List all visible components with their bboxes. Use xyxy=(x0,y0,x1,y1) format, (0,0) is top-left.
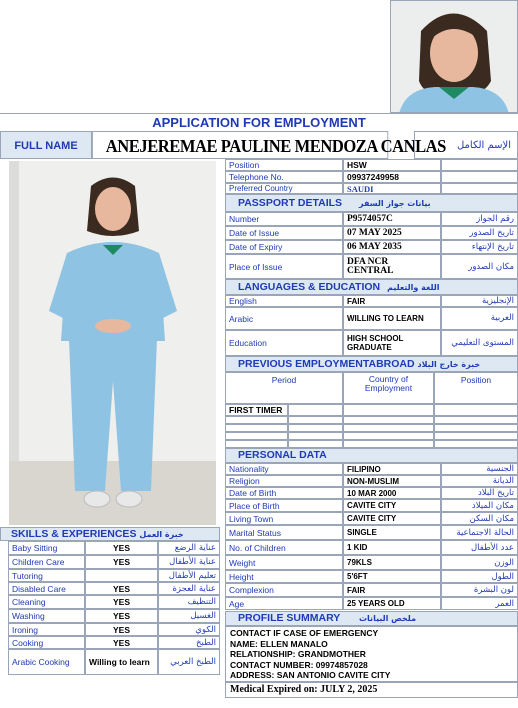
skill-row-label: Disabled Care xyxy=(8,582,85,595)
skill-row-label: Ironing xyxy=(8,623,85,636)
language-row-label: English xyxy=(225,295,343,307)
preferred-country-label: Preferred Country xyxy=(225,183,343,194)
employment-cell xyxy=(343,416,434,424)
skill-row-label-ar: الطبخ xyxy=(158,636,220,649)
personal-header: PERSONAL DATA xyxy=(225,448,518,463)
skill-row-label: Cleaning xyxy=(8,595,85,609)
personal-row-value: FILIPINO xyxy=(343,463,441,475)
skills-title: SKILLS & EXPERIENCES xyxy=(11,528,137,540)
employment-cell xyxy=(288,416,343,424)
personal-row-value: CAVITE CITY xyxy=(343,499,441,512)
employment-cell xyxy=(288,432,343,440)
skill-row-label: Washing xyxy=(8,609,85,623)
headshot-image xyxy=(391,1,518,113)
passport-row-value: DFA NCR CENTRAL xyxy=(343,254,441,279)
skill-row-value xyxy=(85,569,158,582)
personal-row-label: Living Town xyxy=(225,512,343,525)
skill-row-label: Arabic Cooking xyxy=(8,649,85,675)
full-name-label: FULL NAME xyxy=(0,131,92,159)
personal-row-label-ar: العمر xyxy=(441,597,518,610)
personal-row-label-ar: مكان الميلاد xyxy=(441,499,518,512)
employment-cell xyxy=(288,424,343,432)
skill-row-value: YES xyxy=(85,541,158,555)
personal-row-label: Religion xyxy=(225,475,343,487)
skill-row-value: YES xyxy=(85,555,158,569)
employment-cell xyxy=(225,416,288,424)
skill-row-label-ar: عناية الرضع xyxy=(158,541,220,555)
employment-cell xyxy=(225,424,288,432)
employment-cell xyxy=(225,432,288,440)
personal-row-label: Age xyxy=(225,597,343,610)
language-row-value: WILLING TO LEARN xyxy=(343,307,441,330)
employment-cell xyxy=(343,424,434,432)
personal-row-label-ar: تاريخ البلاد xyxy=(441,487,518,499)
employment-cell xyxy=(434,416,518,424)
languages-title-ar: اللغة والتعليم xyxy=(387,283,440,292)
passport-row-label: Number xyxy=(225,212,343,226)
profile-line: RELATIONSHIP: GRANDMOTHER xyxy=(230,649,366,659)
language-row-label-ar: المستوى التعليمي xyxy=(441,330,518,356)
employment-col-period: Period xyxy=(225,372,343,404)
skill-row-label-ar: التنظيف xyxy=(158,595,220,609)
medical-expiry: Medical Expired on: JULY 2, 2025 xyxy=(225,682,518,698)
personal-row-label: No. of Children xyxy=(225,540,343,555)
passport-row-value: 06 MAY 2035 xyxy=(343,240,441,254)
profile-header xyxy=(225,611,518,626)
passport-row-label: Place of Issue xyxy=(225,254,343,279)
skill-row-value: YES xyxy=(85,623,158,636)
personal-row-value: 10 MAR 2000 xyxy=(343,487,441,499)
employment-first-timer: FIRST TIMER xyxy=(225,404,288,416)
passport-title-ar: بيانات جواز السفر xyxy=(358,199,431,208)
employment-cell xyxy=(434,432,518,440)
passport-header xyxy=(225,194,518,212)
application-title: APPLICATION FOR EMPLOYMENT xyxy=(0,113,518,131)
personal-row-label-ar: مكان السكن xyxy=(441,512,518,525)
skill-row-label: Cooking xyxy=(8,636,85,649)
personal-row-label: Place of Birth xyxy=(225,499,343,512)
personal-row-value: 25 YEARS OLD xyxy=(343,597,441,610)
profile-line: CONTACT NUMBER: 09974857028 xyxy=(230,659,368,670)
profile-title: PROFILE SUMMARY xyxy=(238,612,341,624)
personal-row-value: NON-MUSLIM xyxy=(343,475,441,487)
profile-title-ar: ملخص البيانات xyxy=(359,614,417,623)
language-row-label: Education xyxy=(225,330,343,356)
skills-header xyxy=(0,527,220,541)
skill-row-label: Tutoring xyxy=(8,569,85,582)
personal-row-label-ar: الديانة xyxy=(441,475,518,487)
skill-row-label-ar: عناية العجزة xyxy=(158,582,220,595)
languages-header xyxy=(225,279,518,295)
passport-row-label: Date of Expiry xyxy=(225,240,343,254)
skill-row-label-ar: عناية الأطفال xyxy=(158,555,220,569)
skill-row-value: YES xyxy=(85,609,158,623)
languages-title: LANGUAGES & EDUCATION xyxy=(238,281,381,293)
employment-cell xyxy=(434,424,518,432)
skill-row-label: Baby Sitting xyxy=(8,541,85,555)
position-label: Position xyxy=(225,159,343,171)
employment-col-country: Country of Employment xyxy=(343,372,434,404)
profile-box xyxy=(225,626,518,682)
personal-row-label: Height xyxy=(225,570,343,583)
full-body-photo xyxy=(9,161,216,525)
skill-row-value: YES xyxy=(85,595,158,609)
employment-cell xyxy=(288,404,343,416)
personal-row-label-ar: الوزن xyxy=(441,555,518,570)
language-row-value: FAIR xyxy=(343,295,441,307)
skill-row-label-ar: الطبخ العربي xyxy=(158,649,220,675)
personal-row-label: Marital Status xyxy=(225,525,343,540)
language-row-label-ar: الإنجليزية xyxy=(441,295,518,307)
telephone-label: Telephone No. xyxy=(225,171,343,183)
personal-row-label: Nationality xyxy=(225,463,343,475)
headshot-photo xyxy=(390,0,518,113)
full-body-image xyxy=(9,161,216,525)
passport-row-label-ar: رقم الجواز xyxy=(441,212,518,226)
employment-cell xyxy=(288,440,343,448)
skill-row-value: Willing to learn xyxy=(85,649,158,675)
employment-cell xyxy=(343,404,434,416)
personal-row-value: CAVITE CITY xyxy=(343,512,441,525)
employment-title-ar: خبرة خارج البلاد xyxy=(417,360,481,369)
skill-row-label: Children Care xyxy=(8,555,85,569)
profile-line: NAME: ELLEN MANALO xyxy=(230,638,328,649)
personal-row-label-ar: لون البشرة xyxy=(441,583,518,597)
personal-row-label: Date of Birth xyxy=(225,487,343,499)
passport-title: PASSPORT DETAILS xyxy=(238,197,343,209)
employment-title: PREVIOUS EMPLOYMENTABROAD xyxy=(238,358,415,370)
employment-cell xyxy=(343,440,434,448)
passport-row-value: P9574057C xyxy=(343,212,441,226)
employment-header xyxy=(225,356,518,372)
language-row-label: Arabic xyxy=(225,307,343,330)
personal-row-label: Complexion xyxy=(225,583,343,597)
personal-row-value: FAIR xyxy=(343,583,441,597)
personal-row-label-ar: الحالة الاجتماعية xyxy=(441,525,518,540)
skill-row-value: YES xyxy=(85,582,158,595)
employment-col-position: Position xyxy=(434,372,518,404)
personal-row-label: Weight xyxy=(225,555,343,570)
personal-row-value: 1 KID xyxy=(343,540,441,555)
passport-row-label: Date of Issue xyxy=(225,226,343,240)
profile-line: ADDRESS: SAN ANTONIO CAVITE CITY xyxy=(230,670,391,680)
preferred-country-extra xyxy=(441,183,518,194)
employment-cell xyxy=(434,440,518,448)
passport-row-label-ar: مكان الصدور xyxy=(441,254,518,279)
personal-row-label-ar: الجنسية xyxy=(441,463,518,475)
telephone-value: 09937249958 xyxy=(343,171,441,183)
personal-row-value: 5'6FT xyxy=(343,570,441,583)
personal-row-value: 79KLS xyxy=(343,555,441,570)
employment-cell xyxy=(343,432,434,440)
profile-line: CONTACT IF CASE OF EMERGENCY xyxy=(230,628,379,638)
full-name-label-ar: الإسم الكامل xyxy=(414,131,518,159)
full-name-value: ANEJEREMAE PAULINE MENDOZA CANLAS xyxy=(92,131,388,159)
skill-row-value: YES xyxy=(85,636,158,649)
employment-cell xyxy=(225,440,288,448)
skills-title-ar: خبرة العمل xyxy=(139,530,184,539)
passport-row-label-ar: تاريخ الإنتهاء xyxy=(441,240,518,254)
personal-row-label-ar: عدد الأطفال xyxy=(441,540,518,555)
skill-row-label-ar: تعليم الأطفال xyxy=(158,569,220,582)
passport-row-label-ar: تاريخ الصدور xyxy=(441,226,518,240)
language-row-label-ar: العربية xyxy=(441,307,518,330)
passport-row-value: 07 MAY 2025 xyxy=(343,226,441,240)
employment-cell xyxy=(434,404,518,416)
position-extra xyxy=(441,159,518,171)
preferred-country-value: SAUDI xyxy=(343,183,441,194)
personal-row-value: SINGLE xyxy=(343,525,441,540)
language-row-value: HIGH SCHOOL GRADUATE xyxy=(343,330,441,356)
telephone-extra xyxy=(441,171,518,183)
personal-row-label-ar: الطول xyxy=(441,570,518,583)
skill-row-label-ar: الكوي xyxy=(158,623,220,636)
skill-row-label-ar: الغسيل xyxy=(158,609,220,623)
position-value: HSW xyxy=(343,159,441,171)
